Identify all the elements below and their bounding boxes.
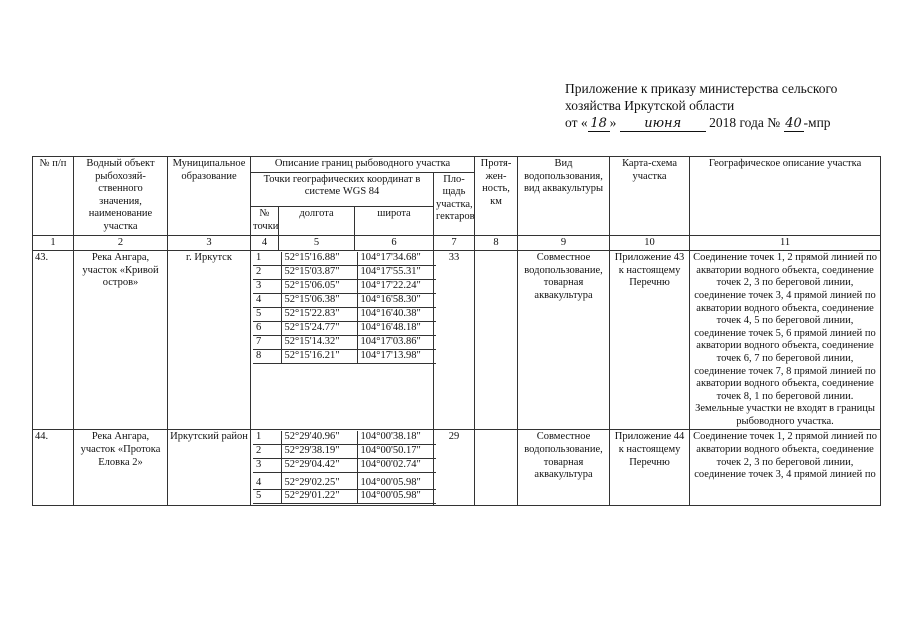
date-year: 2018 года № — [709, 115, 781, 130]
col-number: 9 — [518, 235, 610, 251]
coord-row — [253, 252, 436, 266]
latitude: 104°17'55.31" — [357, 266, 436, 280]
col-number: 6 — [355, 235, 434, 251]
point-num: 4 — [253, 473, 281, 490]
coord-row — [253, 336, 436, 350]
table-row — [33, 251, 881, 430]
col-number: 11 — [690, 235, 881, 251]
header-water-object: Водный объект рыбохозяй-ственного значения, наименование участка — [74, 157, 168, 236]
latitude: 104°17'34.68" — [357, 252, 436, 266]
point-num: 6 — [253, 322, 281, 336]
document-header — [565, 80, 837, 132]
point-num: 5 — [253, 490, 281, 504]
order-suffix: -мпр — [803, 115, 831, 130]
header-point-num: № точки — [251, 207, 279, 235]
area-value: 29 — [434, 430, 475, 506]
coordinates-table — [253, 431, 436, 504]
header-coordinates: Точки географических координат в системе WGS 84 — [251, 172, 434, 207]
coord-row — [253, 308, 436, 322]
point-num: 1 — [253, 431, 281, 445]
longitude: 52°15'06.05" — [281, 280, 357, 294]
longitude: 52°15'16.21" — [281, 350, 357, 364]
municipality: Иркутский район — [168, 430, 251, 506]
handwritten-day: 18 — [588, 117, 610, 132]
col-number: 3 — [168, 235, 251, 251]
latitude: 104°16'58.30" — [357, 294, 436, 308]
point-num: 1 — [253, 252, 281, 266]
length-value — [475, 251, 518, 430]
header-length: Протя-жен-ность, км — [475, 157, 518, 236]
length-value — [475, 430, 518, 506]
coord-row — [253, 473, 436, 490]
col-number: 2 — [74, 235, 168, 251]
header-line-1: Приложение к приказу министерства сельского — [565, 81, 838, 96]
longitude: 52°29'40.96" — [281, 431, 357, 445]
latitude: 104°00'05.98" — [357, 473, 436, 490]
point-num: 8 — [253, 350, 281, 364]
coordinates-cell — [251, 251, 434, 430]
coord-row — [253, 266, 436, 280]
header-longitude: долгота — [279, 207, 355, 235]
coordinates-table — [253, 252, 436, 364]
latitude: 104°00'50.17" — [357, 445, 436, 459]
header-area: Пло-щадь участка, гектаров — [434, 172, 475, 235]
header-municipality: Муниципальное образование — [168, 157, 251, 236]
header-map: Карта-схема участка — [610, 157, 690, 236]
longitude: 52°15'16.88" — [281, 252, 357, 266]
coord-row — [253, 459, 436, 473]
water-use-type: Совместное водопользование, товарная аквакультура — [518, 430, 610, 506]
handwritten-number: 40 — [785, 116, 802, 131]
point-num: 3 — [253, 280, 281, 294]
point-num: 4 — [253, 294, 281, 308]
longitude: 52°15'24.77" — [281, 322, 357, 336]
map-reference: Приложение 43 к настоящему Перечню — [610, 251, 690, 430]
header-num: № п/п — [33, 157, 74, 236]
header-geo-description: Географическое описание участка — [690, 157, 881, 236]
point-num: 2 — [253, 445, 281, 459]
longitude: 52°29'04.42" — [281, 459, 357, 473]
col-number: 8 — [475, 235, 518, 251]
latitude: 104°00'05.98" — [357, 490, 436, 504]
coord-row — [253, 350, 436, 364]
header-line-3 — [565, 114, 837, 132]
geo-description: Соединение точек 1, 2 прямой линией по акватории водного объекта, соединение точек 2, 3 по береговой линии, соединение точек 3, 4 прямой линией по акватории водного объекта, соединение точек 4, 5 по береговой линии, соединение точек 5, 6 прямой линией по акватории водного объекта, соединение точек 6, 7 по береговой линии, соединение точек 7, 8 прямой линией по акватории водного объекта, соединение точек 8, 1 по береговой линии. Земельные участки не входят в границы рыбоводного участка. — [690, 251, 881, 430]
latitude: 104°17'13.98" — [357, 350, 436, 364]
handwritten-month: июня — [620, 117, 706, 132]
area-value: 33 — [434, 251, 475, 430]
latitude: 104°00'02.74" — [357, 459, 436, 473]
point-num: 7 — [253, 336, 281, 350]
col-number: 5 — [279, 235, 355, 251]
water-object-name: Река Ангара, участок «Протока Еловка 2» — [74, 430, 168, 506]
date-mid: » — [609, 115, 617, 130]
col-number: 4 — [251, 235, 279, 251]
longitude: 52°29'01.22" — [281, 490, 357, 504]
coord-row — [253, 431, 436, 445]
point-num: 2 — [253, 266, 281, 280]
point-num: 3 — [253, 459, 281, 473]
longitude: 52°15'06.38" — [281, 294, 357, 308]
longitude: 52°15'14.32" — [281, 336, 357, 350]
longitude: 52°15'22.83" — [281, 308, 357, 322]
col-number: 1 — [33, 235, 74, 251]
header-boundaries: Описание границ рыбоводного участка — [251, 157, 475, 173]
coord-row — [253, 294, 436, 308]
latitude: 104°16'40.38" — [357, 308, 436, 322]
row-num: 44. — [33, 430, 74, 506]
coord-row — [253, 322, 436, 336]
latitude: 104°16'48.18" — [357, 322, 436, 336]
geo-description: Соединение точек 1, 2 прямой линией по акватории водного объекта, соединение точек 2, 3 по береговой линии, соединение точек 3, 4 прямой линией по — [690, 430, 881, 506]
longitude: 52°29'38.19" — [281, 445, 357, 459]
longitude: 52°29'02.25" — [281, 473, 357, 490]
header-water-use: Вид водопользования, вид аквакультуры — [518, 157, 610, 236]
fish-breeding-sites-table — [32, 156, 881, 506]
column-numbers-row — [33, 235, 881, 251]
coord-row — [253, 445, 436, 459]
water-use-type: Совместное водопользование, товарная аквакультура — [518, 251, 610, 430]
header-latitude: широта — [355, 207, 434, 235]
row-num: 43. — [33, 251, 74, 430]
water-object-name: Река Ангара, участок «Кривой остров» — [74, 251, 168, 430]
point-num: 5 — [253, 308, 281, 322]
map-reference: Приложение 44 к настоящему Перечню — [610, 430, 690, 506]
coord-row — [253, 490, 436, 504]
table-row — [33, 430, 881, 506]
longitude: 52°15'03.87" — [281, 266, 357, 280]
municipality: г. Иркутск — [168, 251, 251, 430]
col-number: 10 — [610, 235, 690, 251]
latitude: 104°00'38.18" — [357, 431, 436, 445]
coord-row — [253, 280, 436, 294]
date-prefix: от « — [565, 115, 588, 130]
coordinates-cell — [251, 430, 434, 506]
header-line-2: хозяйства Иркутской области — [565, 98, 735, 113]
latitude: 104°17'22.24" — [357, 280, 436, 294]
header-row — [33, 157, 881, 173]
latitude: 104°17'03.86" — [357, 336, 436, 350]
col-number: 7 — [434, 235, 475, 251]
